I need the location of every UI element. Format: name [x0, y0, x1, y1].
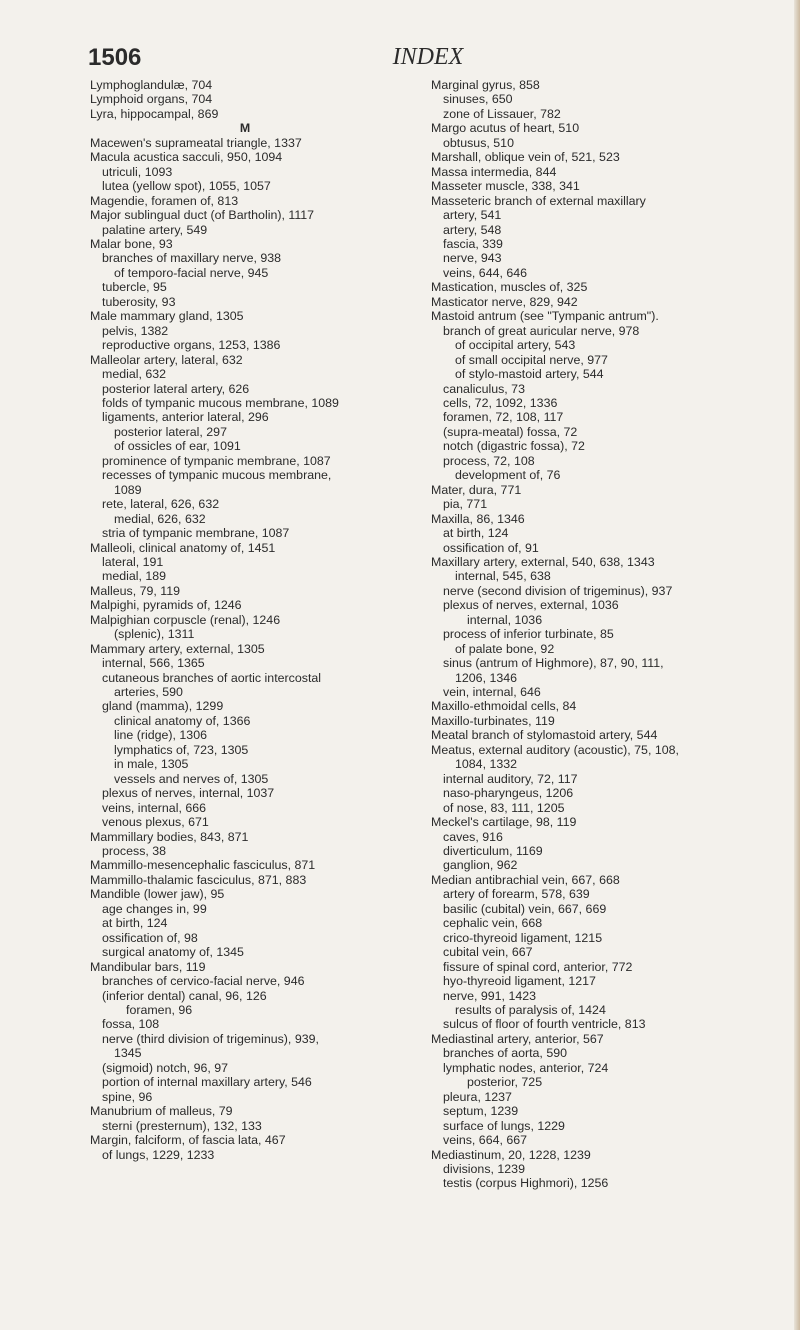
index-subentry: portion of internal maxillary artery, 546 — [102, 1075, 312, 1090]
section-letter — [90, 121, 428, 135]
index-subentry: septum, 1239 — [443, 1104, 519, 1119]
index-subentry: fascia, 339 — [443, 236, 503, 251]
index-entry: Mammillo-thalamic fasciculus, 871, 883 — [90, 872, 307, 887]
index-subentry: sinuses, 650 — [443, 92, 513, 107]
index-subentry: testis (corpus Highmori), 1256 — [443, 1176, 609, 1191]
index-entry: Mediastinum, 20, 1228, 1239 — [431, 1147, 591, 1162]
index-subentry: process of inferior turbinate, 85 — [443, 627, 614, 642]
index-subentry: of palate bone, 92 — [455, 641, 555, 656]
index-subentry: nerve (second division of trigeminus), 937 — [443, 583, 673, 598]
index-subentry: posterior lateral, 297 — [114, 424, 227, 439]
index-subentry: branches of maxillary nerve, 938 — [102, 251, 282, 266]
index-subentry: rete, lateral, 626, 632 — [102, 497, 220, 512]
index-subentry: fossa, 108 — [102, 1017, 160, 1032]
index-subentry: foramen, 96 — [126, 1003, 193, 1017]
index-subentry: branches of cervico-facial nerve, 946 — [102, 974, 305, 989]
index-subentry: recesses of tympanic mucous membrane, — [102, 468, 332, 483]
index-entry: Median antibrachial vein, 667, 668 — [431, 872, 620, 887]
index-subentry: sterni (presternum), 132, 133 — [102, 1118, 262, 1133]
index-subentry: venous plexus, 671 — [102, 815, 209, 830]
index-subentry: of small occipital nerve, 977 — [455, 352, 608, 367]
index-subentry: veins, internal, 666 — [102, 800, 207, 815]
index-entry: Malar bone, 93 — [90, 236, 173, 251]
index-subentry: palatine artery, 549 — [102, 222, 208, 237]
index-subentry: plexus of nerves, internal, 1037 — [102, 786, 275, 801]
index-subentry: surgical anatomy of, 1345 — [102, 945, 244, 960]
index-subentry: internal auditory, 72, 117 — [443, 771, 578, 786]
index-subentry: line (ridge), 1306 — [114, 728, 207, 743]
index-subentry: crico-thyreoid ligament, 1215 — [443, 930, 603, 945]
index-subentry: internal, 1036 — [467, 612, 543, 627]
index-subentry: reproductive organs, 1253, 1386 — [102, 338, 281, 353]
index-subentry: tubercle, 95 — [102, 280, 167, 295]
page-edge — [794, 0, 800, 1330]
index-entry: Mediastinal artery, anterior, 567 — [431, 1031, 604, 1046]
index-subentry: in male, 1305 — [114, 757, 189, 772]
index-subentry: pia, 771 — [443, 497, 488, 512]
index-subentry: process, 38 — [102, 844, 167, 859]
index-subentry: ligaments, anterior lateral, 296 — [102, 410, 269, 425]
index-subentry: lutea (yellow spot), 1055, 1057 — [102, 179, 271, 194]
index-subentry: internal, 545, 638 — [455, 569, 551, 584]
index-subentry: artery of forearm, 578, 639 — [443, 887, 590, 902]
index-subentry: nerve, 943 — [443, 251, 502, 266]
index-subentry: plexus of nerves, external, 1036 — [443, 598, 619, 613]
index-subentry: lateral, 191 — [102, 554, 164, 569]
index-subentry: pelvis, 1382 — [102, 323, 169, 338]
index-subentry: nerve (third division of trigeminus), 939, — [102, 1031, 319, 1046]
index-subentry: 1345 — [114, 1046, 142, 1061]
index-entry: Margo acutus of heart, 510 — [431, 121, 580, 136]
index-subentry: results of paralysis of, 1424 — [455, 1003, 606, 1017]
index-subentry: development of, 76 — [455, 468, 561, 483]
page-number: 1506 — [88, 44, 142, 71]
index-subentry: 1206, 1346 — [455, 670, 518, 685]
index-subentry: ossification of, 98 — [102, 930, 198, 945]
index-entry: Masseteric branch of external maxillary — [431, 193, 646, 208]
index-entry: Maxillo-turbinates, 119 — [431, 713, 555, 728]
index-subentry: sinus (antrum of Highmore), 87, 90, 111, — [443, 656, 664, 671]
index-column-right — [431, 78, 783, 1191]
index-entry: Magendie, foramen of, 813 — [90, 193, 239, 208]
index-subentry: notch (digastric fossa), 72 — [443, 439, 585, 454]
index-entry: Massa intermedia, 844 — [431, 164, 557, 179]
index-entry: Male mammary gland, 1305 — [90, 309, 244, 324]
index-subentry: medial, 189 — [102, 569, 167, 584]
index-subentry: (sigmoid) notch, 96, 97 — [102, 1060, 229, 1075]
index-subentry: age changes in, 99 — [102, 901, 207, 916]
index-subentry: cephalic vein, 668 — [443, 916, 543, 931]
index-entry: Meatal branch of stylomastoid artery, 544 — [431, 728, 658, 743]
index-entry: Marshall, oblique vein of, 521, 523 — [431, 150, 620, 165]
index-entry: Lymphoglandulæ, 704 — [90, 78, 213, 92]
index-subentry: posterior, 725 — [467, 1075, 543, 1090]
index-subentry: pleura, 1237 — [443, 1089, 512, 1104]
index-subentry: (splenic), 1311 — [114, 627, 195, 642]
index-subentry: arteries, 590 — [114, 685, 183, 700]
index-entry: Margin, falciform, of fascia lata, 467 — [90, 1133, 286, 1148]
index-entry: Mastication, muscles of, 325 — [431, 280, 588, 295]
index-entry: Maxilla, 86, 1346 — [431, 511, 525, 526]
index-subentry: basilic (cubital) vein, 667, 669 — [443, 901, 607, 916]
index-entry: Mandible (lower jaw), 95 — [90, 887, 225, 902]
index-entry: Meckel's cartilage, 98, 119 — [431, 815, 577, 830]
section-letter-text: M — [239, 121, 251, 136]
index-subentry: nerve, 991, 1423 — [443, 988, 537, 1003]
index-subentry: vessels and nerves of, 1305 — [114, 771, 269, 786]
index-entry: Mammillo-mesencephalic fasciculus, 871 — [90, 858, 316, 873]
index-subentry: fissure of spinal cord, anterior, 772 — [443, 959, 633, 974]
index-entry: Malleolar artery, lateral, 632 — [90, 352, 243, 367]
index-entry: Macula acustica sacculi, 950, 1094 — [90, 150, 283, 165]
index-entry: Marginal gyrus, 858 — [431, 78, 540, 92]
index-subentry: at birth, 124 — [102, 916, 168, 931]
index-subentry: 1089 — [114, 482, 142, 497]
index-subentry: stria of tympanic membrane, 1087 — [102, 526, 290, 541]
index-subentry: posterior lateral artery, 626 — [102, 381, 250, 396]
index-subentry: canaliculus, 73 — [443, 381, 525, 396]
index-column-left — [90, 78, 428, 1162]
index-entry: Maxillary artery, external, 540, 638, 1343 — [431, 554, 655, 569]
index-subentry: cubital vein, 667 — [443, 945, 533, 960]
index-subentry: ossification of, 91 — [443, 540, 539, 555]
index-entry: Mater, dura, 771 — [431, 482, 522, 497]
index-subentry: divisions, 1239 — [443, 1161, 525, 1176]
index-entry: Maxillo-ethmoidal cells, 84 — [431, 699, 577, 714]
index-subentry: branches of aorta, 590 — [443, 1046, 567, 1061]
index-entry: Masseter muscle, 338, 341 — [431, 179, 580, 194]
index-subentry: tuberosity, 93 — [102, 294, 176, 309]
index-subentry: medial, 626, 632 — [114, 511, 206, 526]
index-entry: Mastoid antrum (see "Tympanic antrum"). — [431, 309, 659, 324]
index-entry: Malpighi, pyramids of, 1246 — [90, 598, 242, 613]
index-subentry: of lungs, 1229, 1233 — [102, 1147, 215, 1162]
index-subentry: foramen, 72, 108, 117 — [443, 410, 564, 425]
index-subentry: of stylo-mastoid artery, 544 — [455, 367, 604, 382]
index-subentry: ganglion, 962 — [443, 858, 518, 873]
index-subentry: artery, 548 — [443, 222, 502, 237]
index-entry: Malleoli, clinical anatomy of, 1451 — [90, 540, 276, 555]
index-subentry: internal, 566, 1365 — [102, 656, 205, 671]
index-subentry: gland (mamma), 1299 — [102, 699, 224, 714]
index-subentry: of nose, 83, 111, 1205 — [443, 800, 565, 815]
index-subentry: of ossicles of ear, 1091 — [114, 439, 241, 454]
index-entry: Masticator nerve, 829, 942 — [431, 294, 578, 309]
index-entry: Major sublingual duct (of Bartholin), 1117 — [90, 208, 315, 223]
index-subentry: process, 72, 108 — [443, 453, 535, 468]
index-subentry: diverticulum, 1169 — [443, 844, 543, 859]
index-subentry: veins, 664, 667 — [443, 1133, 528, 1148]
index-subentry: lymphatic nodes, anterior, 724 — [443, 1060, 609, 1075]
index-subentry: (supra-meatal) fossa, 72 — [443, 424, 578, 439]
index-entry: Mammary artery, external, 1305 — [90, 641, 265, 656]
index-entry: Malleus, 79, 119 — [90, 583, 181, 598]
index-entry: Macewen's suprameatal triangle, 1337 — [90, 135, 302, 150]
index-subentry: caves, 916 — [443, 829, 503, 844]
index-subentry: lymphatics of, 723, 1305 — [114, 742, 249, 757]
index-entry: Meatus, external auditory (acoustic), 75, 108, — [431, 742, 679, 757]
index-entry: Mammillary bodies, 843, 871 — [90, 829, 249, 844]
index-entry: Lymphoid organs, 704 — [90, 92, 213, 107]
index-subentry: naso-pharyngeus, 1206 — [443, 786, 574, 801]
index-subentry: medial, 632 — [102, 367, 167, 382]
index-entry: Mandibular bars, 119 — [90, 959, 206, 974]
index-subentry: clinical anatomy of, 1366 — [114, 713, 251, 728]
index-subentry: folds of tympanic mucous membrane, 1089 — [102, 395, 339, 410]
index-subentry: spine, 96 — [102, 1089, 153, 1104]
index-entry: Malpighian corpuscle (renal), 1246 — [90, 612, 281, 627]
index-subentry: hyo-thyreoid ligament, 1217 — [443, 974, 596, 989]
index-subentry: branch of great auricular nerve, 978 — [443, 323, 640, 338]
index-subentry: surface of lungs, 1229 — [443, 1118, 565, 1133]
index-subentry: obtusus, 510 — [443, 135, 514, 150]
index-subentry: artery, 541 — [443, 208, 502, 223]
index-subentry: zone of Lissauer, 782 — [443, 106, 561, 121]
index-entry: Lyra, hippocampal, 869 — [90, 106, 219, 121]
index-entry: Manubrium of malleus, 79 — [90, 1104, 233, 1119]
index-subentry: of occipital artery, 543 — [455, 338, 576, 353]
index-subentry: at birth, 124 — [443, 526, 509, 541]
index-subentry: sulcus of floor of fourth ventricle, 813 — [443, 1017, 646, 1032]
index-subentry: vein, internal, 646 — [443, 685, 541, 700]
index-subentry: (inferior dental) canal, 96, 126 — [102, 988, 267, 1003]
running-head: INDEX — [392, 44, 464, 70]
index-subentry: cutaneous branches of aortic intercostal — [102, 670, 322, 685]
index-subentry: prominence of tympanic membrane, 1087 — [102, 453, 331, 468]
page-header — [88, 44, 768, 74]
index-subentry: utriculi, 1093 — [102, 164, 173, 179]
index-subentry: 1084, 1332 — [455, 757, 518, 772]
index-subentry: of temporo-facial nerve, 945 — [114, 265, 269, 280]
index-subentry: veins, 644, 646 — [443, 265, 528, 280]
index-subentry: cells, 72, 1092, 1336 — [443, 395, 558, 410]
